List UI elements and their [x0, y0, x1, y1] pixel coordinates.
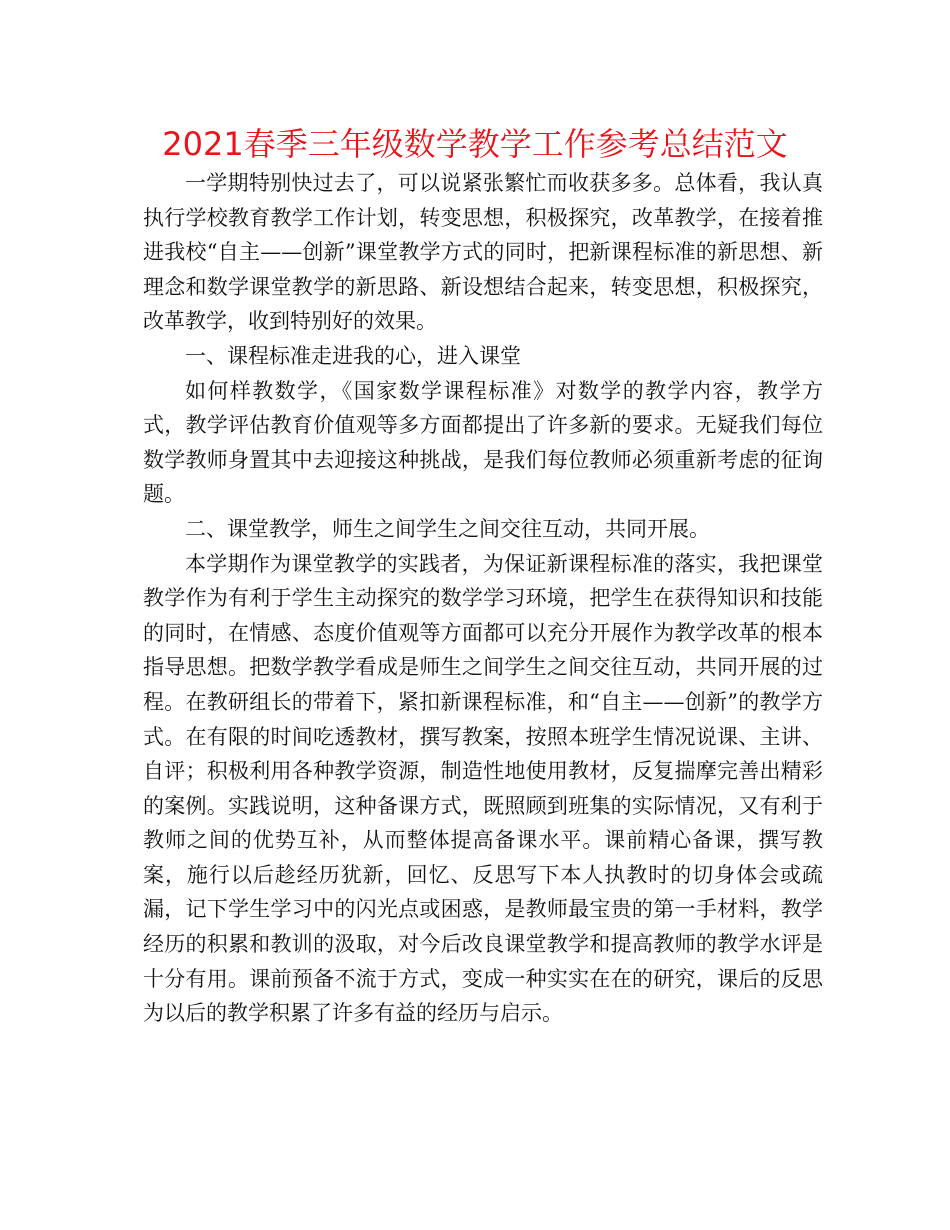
section-heading-1: 一、课程标准走进我的心，进入课堂 — [185, 343, 521, 368]
paragraph-section-1: 如何样教数学，《国家数学课程标准》对数学的教学内容，教学方式，教学评估教育价值观等多方面都提出了许多新的要求。无疑我们每位数学教师身置其中去迎接这种挑战，是我们每位教师必须重新考虑的征询题。 — [143, 378, 823, 507]
document-body — [143, 166, 823, 1031]
section-heading-2: 二、课堂教学，师生之间学生之间交往互动，共同开展。 — [185, 516, 710, 541]
paragraph-section-2: 本学期作为课堂教学的实践者，为保证新课程标准的落实，我把课堂教学作为有利于学生主动探究的数学学习环境，把学生在获得知识和技能的同时，在情感、态度价值观等方面都可以充分开展作为教学改革的根本指导思想。把数学教学看成是师生之间学生之间交往互动，共同开展的过程。在教研组长的带着下，紧扣新课程标准，和“自主——创新”的教学方式。在有限的时间吃透教材，撰写教案，按照本班学生情况说课、主讲、自评；积极利用各种教学资源，制造性地使用教材，反复揣摩完善出精彩的案例。实践说明，这种备课方式，既照顾到班集的实际情况，又有利于教师之间的优势互补，从而整体提高备课水平。课前精心备课，撰写教案，施行以后趁经历犹新，回忆、反思写下本人执教时的切身体会或疏漏，记下学生学习中的闪光点或困惑，是教师最宝贵的第一手材料，教学经历的积累和教训的汲取，对今后改良课堂教学和提高教师的教学水评是十分有用。课前预备不流于方式，变成一种实实在在的研究，课后的反思为以后的教学积累了许多有益的经历与启示。 — [143, 551, 823, 1026]
paragraph-intro: 一学期特别快过去了，可以说紧张繁忙而收获多多。总体看，我认真执行学校教育教学工作计划，转变思想，积极探究，改革教学，在接着推进我校“自主——创新”课堂教学方式的同时，把新课程标准的新思想、新理念和数学课堂教学的新思路、新设想结合起来，转变思想，积极探究，改革教学，收到特别好的效果。 — [143, 171, 823, 334]
document-title: 2021春季三年级数学教学工作参考总结范文 — [162, 125, 788, 163]
